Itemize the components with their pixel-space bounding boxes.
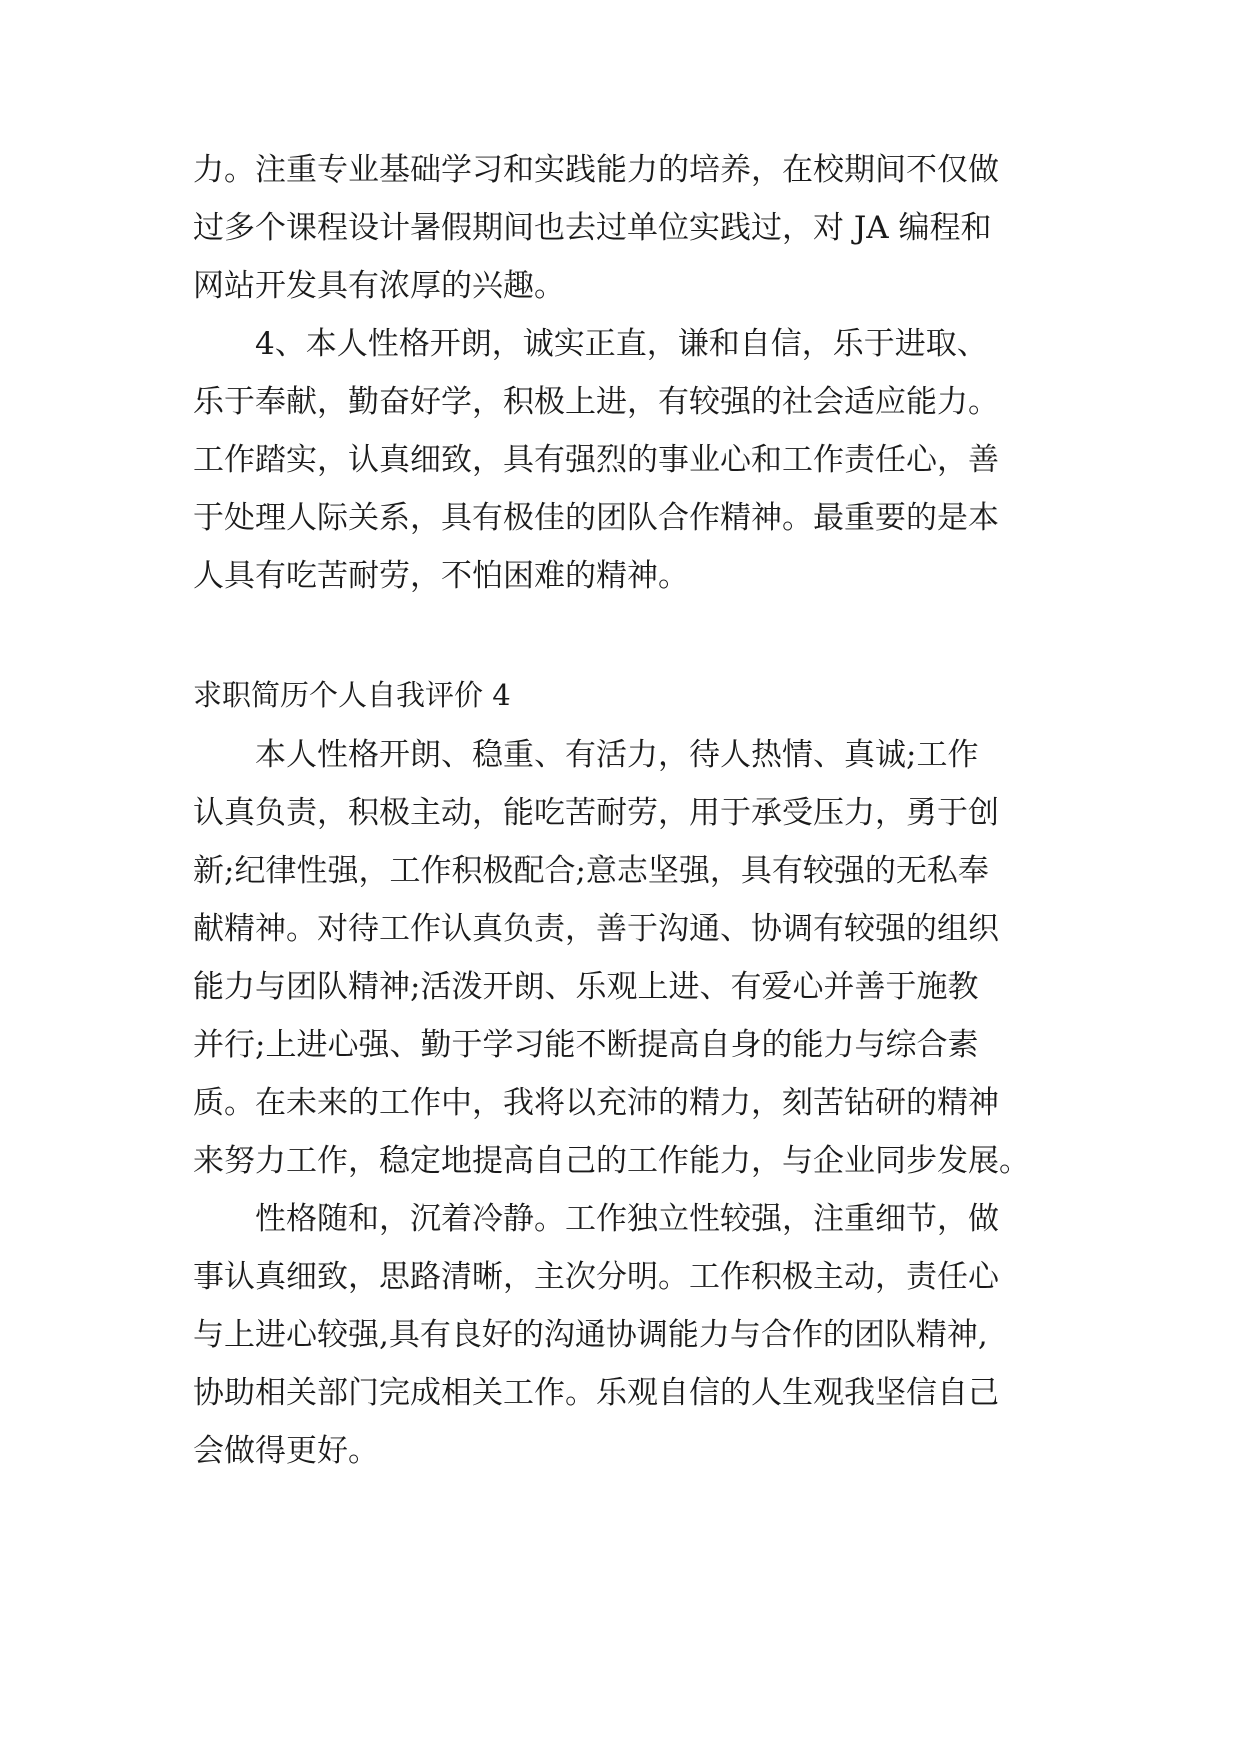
text-line: 于处理人际关系，具有极佳的团队合作精神。最重要的是本 [193, 500, 999, 536]
text-line: 协助相关部门完成相关工作。乐观自信的人生观我坚信自己 [193, 1375, 999, 1411]
text-line: 力。注重专业基础学习和实践能力的培养，在校期间不仅做 [193, 152, 999, 188]
text-line: 并行;上进心强、勤于学习能不断提高自身的能力与综合素 [193, 1027, 979, 1063]
text-line: 乐于奉献，勤奋好学，积极上进，有较强的社会适应能力。 [193, 384, 999, 420]
text-line: 会做得更好。 [193, 1433, 379, 1469]
text-line: 工作踏实，认真细致，具有强烈的事业心和工作责任心，善 [193, 442, 999, 478]
text-line: 来努力工作，稳定地提高自己的工作能力，与企业同步发展。 [193, 1143, 1030, 1179]
text-line: 与上进心较强,具有良好的沟通协调能力与合作的团队精神, [193, 1317, 988, 1353]
text-line: 网站开发具有浓厚的兴趣。 [193, 268, 565, 304]
text-line: 认真负责，积极主动，能吃苦耐劳，用于承受压力，勇于创 [193, 795, 999, 831]
text-line: 新;纪律性强，工作积极配合;意志坚强，具有较强的无私奉 [193, 853, 989, 889]
text-line: 本人性格开朗、稳重、有活力，待人热情、真诚;工作 [255, 737, 979, 773]
text-line: 性格随和，沉着冷静。工作独立性较强，注重细节，做 [255, 1201, 999, 1237]
text-line: 质。在未来的工作中，我将以充沛的精力，刻苦钻研的精神 [193, 1085, 999, 1121]
text-line: 献精神。对待工作认真负责，善于沟通、协调有较强的组织 [193, 911, 999, 947]
text-line: 能力与团队精神;活泼开朗、乐观上进、有爱心并善于施教 [193, 969, 979, 1005]
text-line: 事认真细致，思路清晰，主次分明。工作积极主动，责任心 [193, 1259, 999, 1295]
text-line: 4、本人性格开朗，诚实正直，谦和自信，乐于进取、 [255, 326, 988, 362]
text-line: 人具有吃苦耐劳，不怕困难的精神。 [193, 558, 689, 594]
section-heading: 求职简历个人自我评价 4 [193, 678, 511, 712]
text-line: 过多个课程设计暑假期间也去过单位实践过，对 JA 编程和 [193, 210, 992, 246]
